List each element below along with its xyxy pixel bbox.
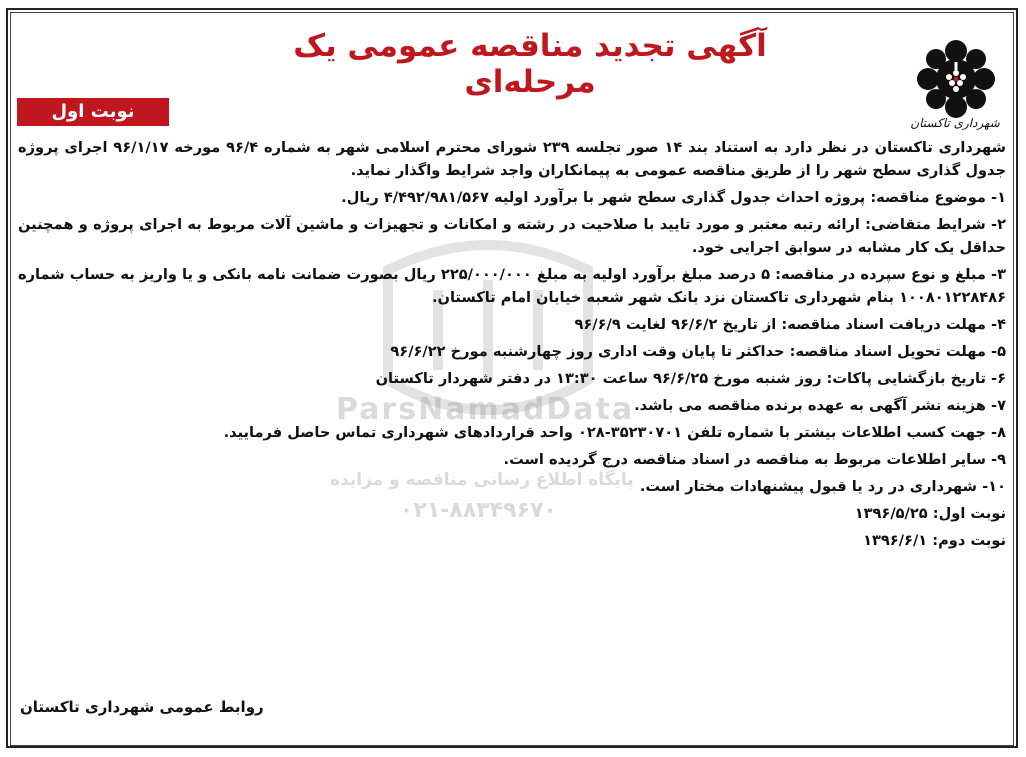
item-7: ۷- هزینه نشر آگهی به عهده برنده مناقصه می باشد.: [634, 397, 1006, 414]
item-10: ۱۰- شهرداری در رد یا قبول پیشنهادات مختار است.: [639, 478, 1006, 495]
item-4: ۴- مهلت دریافت اسناد مناقصه: از تاریخ ۹۶/۶/۲ لغایت ۹۶/۶/۹: [574, 316, 1006, 333]
logo-caption: شهرداری تاکستان: [910, 116, 1000, 130]
intro-paragraph: شهرداری تاکستان در نظر دارد به استناد بند ۱۴ صور تجلسه ۲۳۹ شورای محترم اسلامی شهر به شماره ۹۶/۴ مورخه ۹۶/۱/۱۷ اجرای پروژه جدول گذاری سطح شهر را از طریق مناقصه عمومی به پیمانکاران واجد شرایط واگذار نماید.: [18, 139, 1006, 179]
item-5: ۵- مهلت تحویل اسناد مناقصه: حداکثر تا پایان وقت اداری روز چهارشنبه مورخ ۹۶/۶/۲۲: [390, 343, 1006, 360]
watermark-brand: ParsNamadData: [336, 392, 635, 427]
item-6: ۶- تاریخ بازگشایی پاکات: روز شنبه مورخ ۹۶/۶/۲۵ ساعت ۱۳:۳۰ در دفتر شهردار تاکستان: [375, 370, 1006, 387]
item-9: ۹- سایر اطلاعات مربوط به مناقصه در اسناد مناقصه درج گردیده است.: [503, 451, 1006, 468]
tender-body: [18, 136, 1006, 552]
first-publish-date: نوبت اول: ۱۳۹۶/۵/۲۵: [854, 505, 1006, 522]
signature: روابط عمومی شهرداری تاکستان: [20, 698, 264, 716]
watermark-phone: ۰۲۱-۸۸۳۴۹۶۷۰: [400, 498, 557, 523]
item-1: ۱- موضوع مناقصه: پروژه احداث جدول گذاری سطح شهر با برآورد اولیه ۴/۴۹۲/۹۸۱/۵۶۷ ریال.: [341, 189, 1006, 206]
second-publish-date: نوبت دوم: ۱۳۹۶/۶/۱: [863, 532, 1006, 549]
page-title: آگهی تجدید مناقصه عمومی یک مرحله‌ای: [293, 28, 767, 100]
item-8: ۸- جهت کسب اطلاعات بیشتر با شماره تلفن ۳۵۲۳۰۷۰۱-۰۲۸ واحد قراردادهای شهرداری تماس حاصل فرمایید.: [223, 424, 1006, 441]
watermark-line-1: پایگاه اطلاع رسانی مناقصه و مزایده: [330, 470, 634, 490]
item-3: ۳- مبلغ و نوع سپرده در مناقصه: ۵ درصد مبلغ برآورد اولیه به مبلغ ۲۲۵/۰۰۰/۰۰۰ ریال بصورت ضمانت نامه بانکی و یا واریز به حساب شماره ۱۰۰۸۰۱۲۲۸۴۸۶ بنام شهرداری تاکستان نزد بانک شهر شعبه خیابان امام تاکستان.: [18, 266, 1006, 306]
item-2: ۲- شرایط متقاضی: ارائه رتبه معتبر و مورد تایید با صلاحیت در رشته و امکانات و تجهیزات و ماشین آلات مربوط به اجرای پروژه و همچنین حداقل یک کار مشابه در سوابق اجرایی خود.: [18, 216, 1006, 256]
publish-round-badge: نوبت اول: [17, 98, 169, 126]
